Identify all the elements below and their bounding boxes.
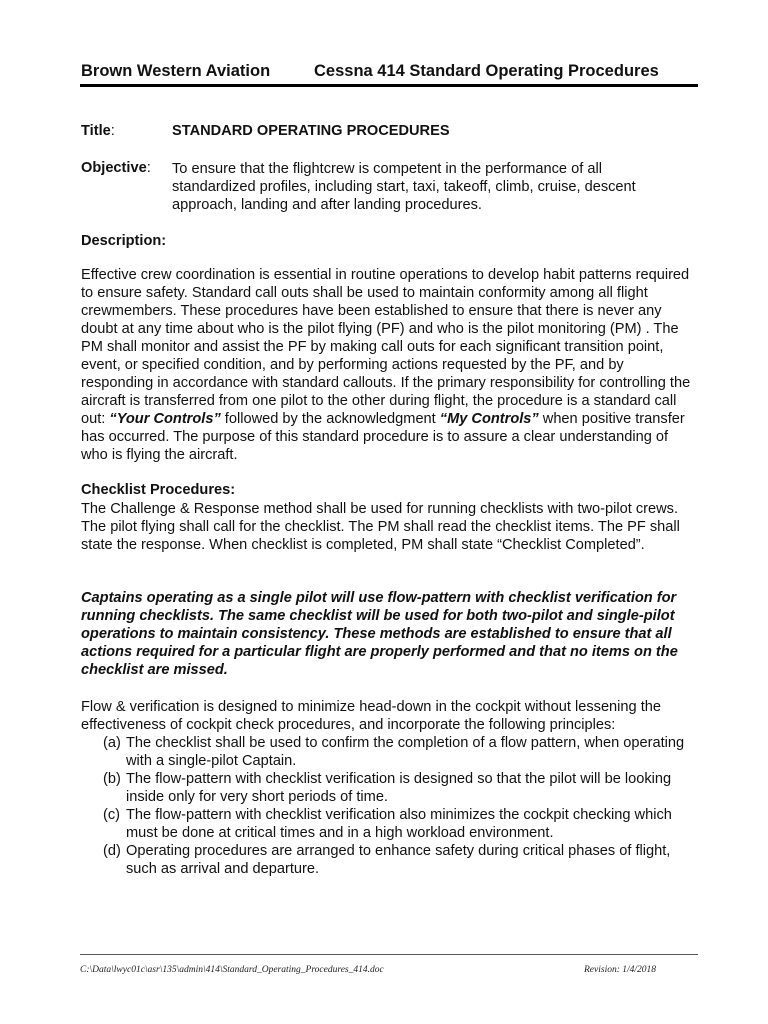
checklist-paragraph: The Challenge & Response method shall be used for running checklists with two-pilot crews. The pilot flying shall call for the checklist. The PM shall read the checklist items. The PF shall state the response. When checklist is completed, PM shall state “Checklist Completed”. — [81, 501, 680, 553]
list-marker: (c) — [103, 807, 121, 823]
objective-line: To ensure that the flightcrew is competent in the performance of all — [172, 161, 602, 177]
objective-line: standardized profiles, including start, taxi, takeoff, climb, cruise, descent — [172, 179, 636, 195]
description-paragraph: Effective crew coordination is essential in routine operations to develop habit patterns required to ensure safety. Standard call outs shall be used to maintain conformity among all flight crewmembers. These procedures have been established to ensure that there is never any doubt at any time about who is the pilot flying (PF) and who is the pilot monitoring (PM) . The PM shall monitor and assist the PF by making call outs for each significant transition point, event, or specified condition, and by performing actions requested by the PF, and by responding in accordance with standard callouts. If the primary responsibility for controlling the aircraft is transferred from one pilot to the other during flight, the procedure is a standard call out: “Your Controls” followed by the acknowledgment “My Controls” when positive transfer has occurred. The purpose of this standard procedure is to assure a clear understanding of who is flying the aircraft. — [81, 267, 691, 463]
callout-my-controls: “My Controls” — [439, 411, 539, 427]
list-item — [103, 770, 698, 806]
title-value: STANDARD OPERATING PROCEDURES — [172, 123, 450, 139]
objective-text — [172, 160, 692, 214]
description-heading: Description: — [81, 233, 167, 249]
footer-divider — [80, 954, 698, 955]
list-item — [103, 842, 698, 878]
footer-revision: Revision: 1/4/2018 — [584, 965, 657, 975]
company-name: Brown Western Aviation — [81, 62, 271, 80]
list-marker: (d) — [103, 843, 121, 859]
principles-list — [103, 734, 698, 878]
page-header — [80, 62, 698, 87]
objective-line: approach, landing and after landing procedures. — [172, 197, 482, 213]
checklist-heading: Checklist Procedures: — [81, 482, 236, 498]
flow-intro: Flow & verification is designed to minimize head-down in the cockpit without lessening the effectiveness of cockpit check procedures, and incorporate the following principles: — [81, 699, 661, 733]
list-item — [103, 734, 698, 770]
list-item-text: The checklist shall be used to confirm the completion of a flow pattern, when operating with a single-pilot Captain. — [126, 735, 685, 769]
footer-file-path: C:\Data\lwyc01c\asr\135\admin\414\Standard_Operating_Procedures_414.doc — [80, 965, 384, 975]
title-label: Title: — [81, 123, 115, 139]
callout-your-controls: “Your Controls” — [109, 411, 221, 427]
objective-label: Objective: — [81, 160, 151, 176]
list-item-text: Operating procedures are arranged to enhance safety during critical phases of flight, such as arrival and departure. — [126, 843, 671, 877]
document-title: Cessna 414 Standard Operating Procedures — [314, 62, 659, 80]
list-item-text: The flow-pattern with checklist verification also minimizes the cockpit checking which must be done at critical times and in a high workload environment. — [126, 807, 672, 841]
list-item-text: The flow-pattern with checklist verification is designed so that the pilot will be looking inside only for very short periods of time. — [126, 771, 672, 805]
single-pilot-emphasis: Captains operating as a single pilot will use flow-pattern with checklist verification for running checklists. The same checklist will be used for both two-pilot and single-pilot operations to maintain consistency. These methods are established to ensure that all actions required for a particular flight are properly performed and that no items on the checklist are missed. — [81, 590, 678, 678]
list-marker: (a) — [103, 735, 121, 751]
list-marker: (b) — [103, 771, 121, 787]
list-item — [103, 806, 698, 842]
